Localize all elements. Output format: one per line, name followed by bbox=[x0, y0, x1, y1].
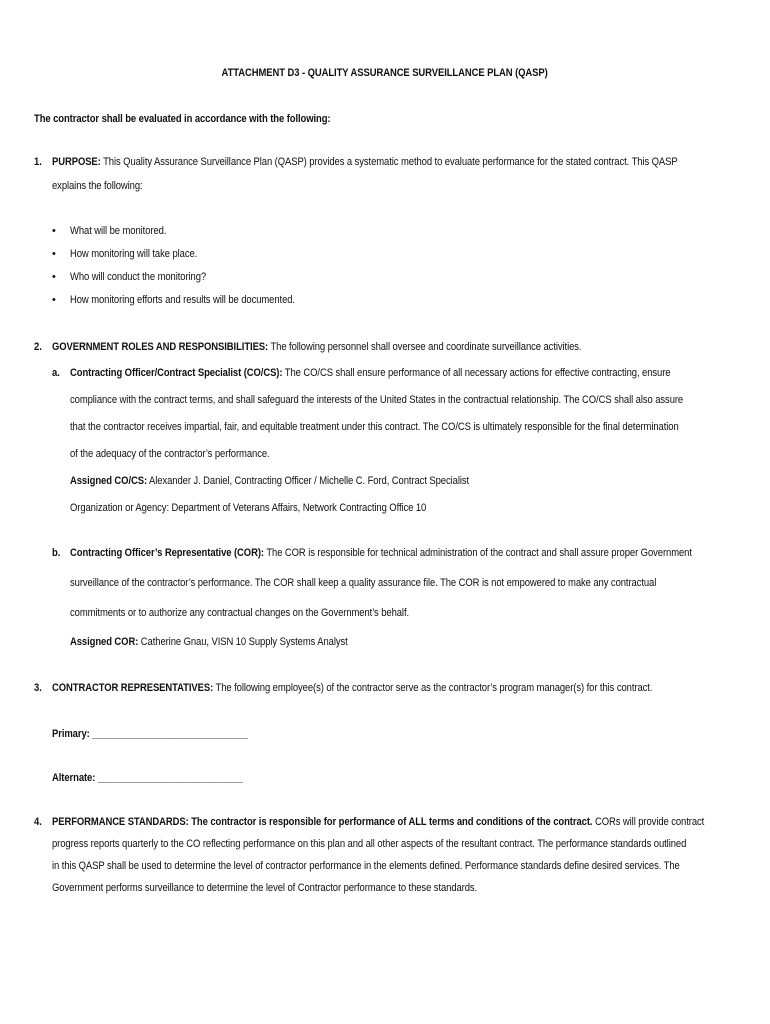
bullet-icon: • bbox=[52, 294, 56, 306]
section-4-line-4: Government performs surveillance to determine the level of Contractor performance to these standards. bbox=[52, 882, 478, 894]
section-1-line-1 bbox=[52, 155, 678, 169]
assigned-co-cs bbox=[70, 474, 469, 488]
alternate-field: Alternate: ____________________________ bbox=[52, 772, 243, 784]
section-1-text: This Quality Assurance Surveillance Plan (QASP) provides a systematic method to evaluate performance for the stated contract. This QASP bbox=[100, 156, 678, 168]
section-1-number: 1. bbox=[34, 156, 42, 168]
section-2a-text: The CO/CS shall ensure performance of all necessary actions for effective contracting, ensure bbox=[282, 367, 671, 379]
section-2a-label: Contracting Officer/Contract Specialist (CO/CS): bbox=[70, 367, 283, 379]
intro-heading: The contractor shall be evaluated in accordance with the following: bbox=[34, 113, 331, 125]
bullet-icon: • bbox=[52, 271, 56, 283]
section-2b-text: The COR is responsible for technical administration of the contract and shall assure proper Government bbox=[263, 547, 692, 559]
section-4-number: 4. bbox=[34, 816, 42, 828]
section-2-number: 2. bbox=[34, 341, 42, 353]
assigned-co-cs-label: Assigned CO/CS: bbox=[70, 475, 148, 487]
section-2b-line-1 bbox=[70, 546, 692, 560]
bullet-icon: • bbox=[52, 248, 56, 260]
section-2a-line-4: of the adequacy of the contractor’s performance. bbox=[70, 448, 270, 460]
list-item: How monitoring efforts and results will be documented. bbox=[70, 294, 295, 306]
section-2b-line-3: commitments or to authorize any contractual changes on the Government’s behalf. bbox=[70, 607, 410, 619]
section-2-line-1 bbox=[52, 340, 581, 354]
section-2a-number: a. bbox=[52, 367, 60, 379]
section-4-line-1 bbox=[52, 815, 704, 829]
primary-field: Primary: ______________________________ bbox=[52, 728, 248, 740]
section-2a-line-2: compliance with the contract terms, and shall safeguard the interests of the United States in the contractual relationship. The CO/CS shall also assure bbox=[70, 394, 684, 406]
section-4-text: CORs will provide contract bbox=[592, 816, 705, 828]
section-2a-line-3: that the contractor receives impartial, fair, and equitable treatment under this contract. The CO/CS is ultimately responsible for the final determination bbox=[70, 421, 679, 433]
document-title: ATTACHMENT D3 - QUALITY ASSURANCE SURVEILLANCE PLAN (QASP) bbox=[221, 67, 549, 79]
section-1-line-2: explains the following: bbox=[52, 180, 143, 192]
bullet-icon: • bbox=[52, 225, 56, 237]
section-1-label: PURPOSE: bbox=[52, 156, 101, 168]
assigned-cor bbox=[70, 635, 348, 649]
section-3-line-1 bbox=[52, 681, 652, 695]
organization-line: Organization or Agency: Department of Veterans Affairs, Network Contracting Office 10 bbox=[70, 502, 427, 514]
section-3-label: CONTRACTOR REPRESENTATIVES: bbox=[52, 682, 214, 694]
assigned-co-cs-value: Alexander J. Daniel, Contracting Officer / Michelle C. Ford, Contract Specialist bbox=[147, 475, 470, 487]
section-2a-line-1 bbox=[70, 366, 670, 380]
section-3-number: 3. bbox=[34, 682, 42, 694]
section-4-label: PERFORMANCE STANDARDS: The contractor is responsible for performance of ALL terms and conditions of the contract. bbox=[52, 816, 593, 828]
section-4-line-3: in this QASP shall be used to determine the level of contractor performance in the elements defined. Performance standards define desired services. The bbox=[52, 860, 680, 872]
section-2b-label: Contracting Officer’s Representative (COR): bbox=[70, 547, 264, 559]
list-item: What will be monitored. bbox=[70, 225, 167, 237]
section-4-line-2: progress reports quarterly to the CO reflecting performance on this plan and all other aspects of the resultant contract. The performance standards outlined bbox=[52, 838, 687, 850]
section-2b-number: b. bbox=[52, 547, 61, 559]
section-2b-line-2: surveillance of the contractor’s performance. The COR shall keep a quality assurance file. The COR is not empowered to make any contractual bbox=[70, 577, 657, 589]
section-2-label: GOVERNMENT ROLES AND RESPONSIBILITIES: bbox=[52, 341, 269, 353]
section-3-text: The following employee(s) of the contractor serve as the contractor’s program manager(s) for this contract. bbox=[213, 682, 653, 694]
list-item: How monitoring will take place. bbox=[70, 248, 198, 260]
section-2-text: The following personnel shall oversee and coordinate surveillance activities. bbox=[268, 341, 582, 353]
list-item: Who will conduct the monitoring? bbox=[70, 271, 207, 283]
assigned-cor-value: Catherine Gnau, VISN 10 Supply Systems Analyst bbox=[138, 636, 348, 648]
assigned-cor-label: Assigned COR: bbox=[70, 636, 139, 648]
